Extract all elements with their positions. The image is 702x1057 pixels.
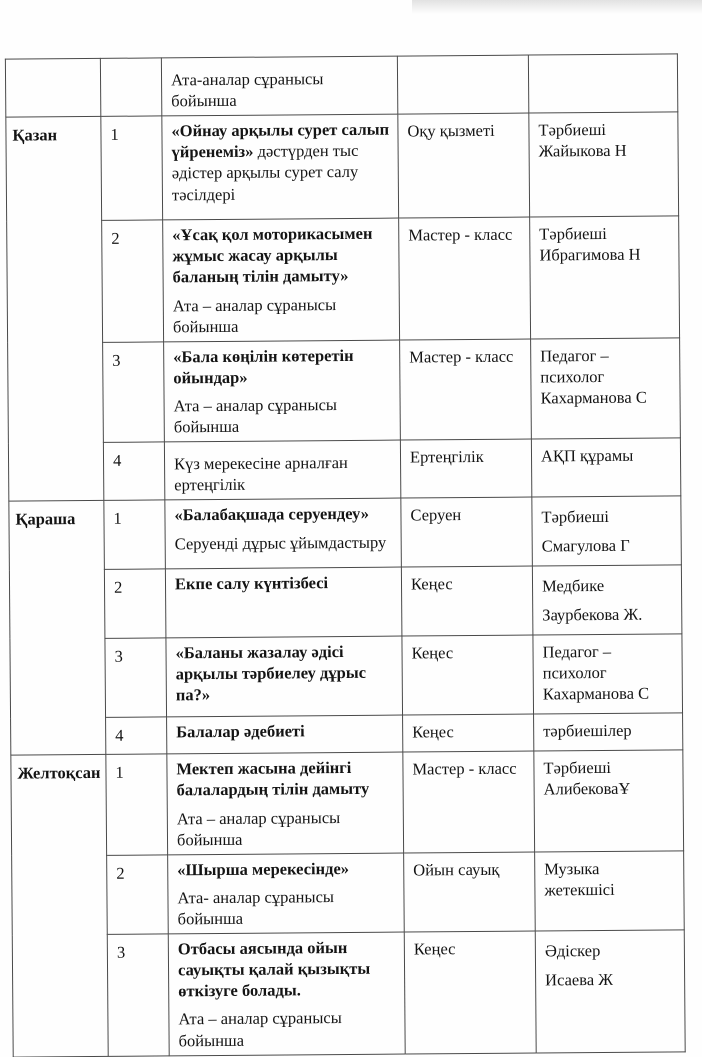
activity-title-bold: Отбасы аясында ойын сауықты қалай қызықты өткізуге болады. bbox=[178, 938, 370, 1001]
num-cell: 1 bbox=[104, 500, 166, 569]
activity-title-bold: «Бала көңілін көтеретін ойындар» bbox=[173, 346, 354, 388]
table-row bbox=[9, 496, 682, 570]
desc-cell bbox=[166, 636, 403, 717]
activity-title-bold: Екпе салу күнтізбесі bbox=[175, 573, 328, 593]
desc-cell bbox=[163, 218, 400, 341]
activity-title bbox=[176, 720, 396, 743]
responsible-cell bbox=[528, 54, 677, 113]
responsible-cell: Педагог – психолог Кахарманова С bbox=[531, 338, 681, 440]
table-row bbox=[6, 112, 679, 221]
type-cell: Оқу қызметі bbox=[398, 113, 530, 218]
month-cell: Қараша bbox=[9, 501, 106, 756]
activity-title bbox=[173, 344, 393, 388]
table-row bbox=[11, 713, 683, 755]
type-cell: Ойын сауық bbox=[404, 852, 536, 932]
num-cell: 4 bbox=[103, 442, 164, 501]
table-row bbox=[12, 930, 685, 1057]
type-cell: Мастер - класс bbox=[403, 751, 535, 852]
activity-note: Серуенді дұрыс ұйымдастыру bbox=[175, 531, 395, 554]
activity-title bbox=[176, 757, 396, 801]
responsible-cell: Тәрбиеші Смагулова Г bbox=[532, 496, 682, 566]
num-cell: 4 bbox=[106, 717, 167, 755]
desc-cell bbox=[164, 340, 401, 442]
activity-title-bold: «Баланы жазалау әдісі арқылы тәрбиелеу дұрыс па?» bbox=[175, 642, 366, 705]
activity-note: Ата-аналар сұранысы бойынша bbox=[171, 68, 391, 112]
activity-note bbox=[172, 210, 392, 212]
activity-title-bold: «Балабақшада серуендеу» bbox=[174, 504, 369, 525]
num-cell: 3 bbox=[103, 342, 165, 443]
type-cell bbox=[397, 55, 528, 114]
activity-title-bold: «Шырша мерекесінде» bbox=[177, 859, 349, 879]
type-cell: Кеңес bbox=[402, 635, 534, 715]
table-row bbox=[10, 634, 683, 719]
activity-title-bold: Балалар әдебиеті bbox=[176, 722, 305, 742]
plan-table bbox=[5, 53, 686, 1057]
table-row bbox=[12, 851, 685, 936]
responsible-cell: Педагог – психолог Кахарманова С bbox=[533, 634, 683, 714]
desc-cell bbox=[161, 56, 397, 116]
activity-title bbox=[175, 572, 395, 595]
activity-title bbox=[175, 641, 395, 706]
activity-note: Күз мерекесіне арналған ертеңгілік bbox=[174, 452, 394, 496]
activity-title-bold: «Ұсақ қол моторикасымен жұмыс жасау арқылы баланың тілін дамыту» bbox=[172, 224, 372, 287]
activity-note bbox=[176, 748, 396, 750]
type-cell: Мастер - класс bbox=[400, 339, 532, 440]
activity-note: Ата – аналар сұранысы бойынша bbox=[174, 394, 394, 438]
table-row bbox=[11, 750, 684, 856]
responsible-cell: Әдіскер Исаева Ж bbox=[535, 930, 685, 1053]
responsible-cell: Тәрбиеші Жайыкова Н bbox=[529, 112, 679, 217]
activity-title bbox=[172, 223, 392, 288]
num-cell: 1 bbox=[101, 116, 163, 220]
num-cell: 2 bbox=[107, 855, 169, 935]
activity-title bbox=[174, 445, 394, 447]
month-cell: Қазан bbox=[6, 117, 104, 502]
activity-note: Ата – аналар сұранысы бойынша bbox=[177, 806, 397, 850]
desc-cell bbox=[164, 440, 400, 500]
table-row bbox=[5, 54, 677, 117]
type-cell: Кеңес bbox=[403, 714, 534, 752]
responsible-cell: тәрбиешілер bbox=[534, 713, 683, 751]
activity-note bbox=[176, 711, 396, 713]
desc-cell bbox=[168, 853, 405, 934]
activity-note bbox=[175, 600, 395, 602]
num-cell: 3 bbox=[105, 638, 167, 718]
activity-title bbox=[171, 61, 391, 63]
activity-title-tail: дәстүрден тыс әдістер арқылы сурет салу тәсілдері bbox=[172, 141, 359, 204]
activity-title-bold: Мектеп жасына дейінгі балалардың тілін дамыту bbox=[176, 758, 369, 799]
num-cell: 2 bbox=[104, 569, 166, 638]
desc-cell bbox=[168, 932, 405, 1055]
num-cell bbox=[100, 58, 161, 117]
activity-title bbox=[178, 937, 398, 1002]
desc-cell bbox=[165, 567, 402, 638]
type-cell: Серуен bbox=[401, 497, 533, 567]
desc-cell bbox=[165, 498, 402, 569]
desc-cell bbox=[167, 752, 404, 854]
type-cell: Кеңес bbox=[401, 566, 533, 636]
activity-note: Ата- аналар сұранысы бойынша bbox=[177, 886, 397, 930]
month-cell bbox=[5, 58, 100, 117]
table-row bbox=[7, 216, 680, 343]
activity-title bbox=[177, 857, 397, 880]
responsible-cell: Музыка жетекшісі bbox=[535, 851, 685, 931]
responsible-cell: Тәрбиеші Ибрагимова Н bbox=[530, 216, 680, 339]
activity-title-bold: «Ойнау арқылы сурет салып үйренеміз» bbox=[171, 120, 389, 162]
responsible-cell: АҚП құрамы bbox=[531, 438, 680, 497]
responsible-cell: Тәрбиеші АлибековаҰ bbox=[534, 750, 684, 852]
month-cell: Желтоқсан bbox=[11, 755, 108, 1057]
type-cell: Мастер - класс bbox=[399, 217, 531, 340]
activity-title bbox=[174, 503, 394, 526]
desc-cell bbox=[167, 715, 403, 754]
desc-cell bbox=[162, 114, 399, 220]
scan-smudge-artifact bbox=[412, 0, 702, 14]
num-cell: 2 bbox=[102, 220, 164, 342]
activity-title bbox=[171, 119, 392, 205]
type-cell: Ертеңгілік bbox=[400, 439, 531, 498]
table-row bbox=[8, 338, 681, 444]
type-cell: Кеңес bbox=[404, 931, 536, 1054]
document-sheet bbox=[5, 53, 685, 1057]
table-row bbox=[8, 438, 680, 501]
num-cell: 3 bbox=[107, 934, 169, 1056]
activity-note: Ата – аналар сұранысы бойынша bbox=[178, 1007, 398, 1051]
table-row bbox=[9, 565, 682, 639]
responsible-cell: Медбике Заурбекова Ж. bbox=[532, 565, 682, 635]
activity-note: Ата – аналар сұранысы бойынша bbox=[173, 293, 393, 337]
num-cell: 1 bbox=[106, 754, 168, 855]
